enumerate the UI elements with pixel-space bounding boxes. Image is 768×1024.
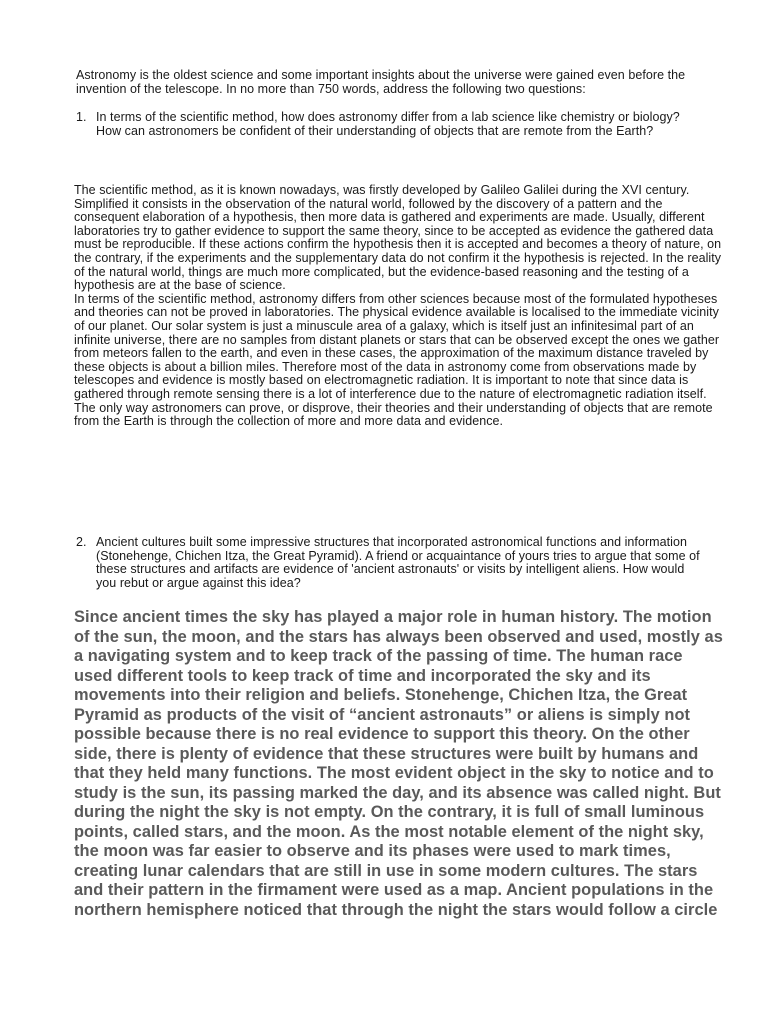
question-2-number: 2. bbox=[76, 535, 87, 549]
answer-2: Since ancient times the sky has played a major role in human history. The motion of the sun, the moon, and the stars has always been observed and used, mostly as a navigating system and to keep track of the passing of time. The human race used different tools to keep track of time and incorporated the sky and its movements into their religion and beliefs. Stonehenge, Chichen Itza, the Great Pyramid as products of the visit of “ancient astronauts” or aliens is simply not possible because there is no real evidence to support this theory. On the other side, there is plenty of evidence that these structures were built by humans and that they held many functions. The most evident object in the sky to notice and to study is the sun, its passing marked the day, and its absence was called night. But during the night the sky is not empty. On the contrary, it is full of small luminous points, called stars, and the moon. As the most notable element of the night sky, the moon was far easier to observe and its phases were used to mark times, creating lunar calendars that are still in use in some modern cultures. The stars and their pattern in the firmament were used as a map. Ancient populations in the northern hemisphere noticed that through the night the stars would follow a circle bbox=[74, 608, 723, 919]
answer-1-paragraph-2: In terms of the scientific method, astronomy differs from other sciences because most of the formulated hypotheses and theories can not be proved in laboratories. The physical evidence available is localised to the immediate vicinity of our planet. Our solar system is just a minuscule area of a galaxy, which is itself just an infinitesimal part of an infinite universe, there are no samples from distant planets or stars that can be observed except the ones we gather from meteors fallen to the earth, and even in these cases, the approximation of the maximum distance traveled by these objects is about a billion miles. Therefore most of the data in astronomy come from observations made by telescopes and evidence is mostly based on electromagnetic radiation. It is important to note that since data is gathered through remote sensing there is a lot of interference due to the nature of electromagnetic radiation itself. bbox=[74, 291, 720, 401]
answer-1-paragraph-1: The scientific method, as it is known nowadays, was firstly developed by Galileo Galilei during the XVI century. Simplified it consists in the observation of the natural world, followed by the discovery of a pattern and the consequent elaboration of a hypothesis, then more data is gathered and experiments are made. Usually, different laboratories try to gather evidence to support the same theory, since to be accepted as evidence the gathered data must be reproducible. If these actions confirm the hypothesis then it is accepted and becomes a theory of nature, on the contrary, if the experiments and the supplementary data do not confirm it the hypothesis is rejected. In the reality of the natural world, things are much more complicated, but the evidence-based reasoning and the testing of a hypothesis are at the base of science. bbox=[74, 183, 722, 293]
answer-1-paragraph-3: The only way astronomers can prove, or disprove, their theories and their understanding of objects that are remote from the Earth is through the collection of more and more data and evidence. bbox=[74, 400, 713, 429]
question-2-text: Ancient cultures built some impressive structures that incorporated astronomical functions and information (Stonehenge, Chichen Itza, the Great Pyramid). A friend or acquaintance of yours tries to argue that some of these structures and artifacts are evidence of 'ancient astronauts' or visits by intelligent aliens. How would you rebut or argue against this idea? bbox=[96, 535, 700, 590]
question-1-text: In terms of the scientific method, how does astronomy differ from a lab science like chemistry or biology? How can astronomers be confident of their understanding of objects that are remote from the Earth? bbox=[96, 110, 680, 138]
answer-1 bbox=[74, 184, 722, 429]
question-1-number: 1. bbox=[76, 110, 87, 124]
assignment-intro: Astronomy is the oldest science and some important insights about the universe were gained even before the invention of the telescope. In no more than 750 words, address the following two questions: bbox=[76, 68, 686, 96]
